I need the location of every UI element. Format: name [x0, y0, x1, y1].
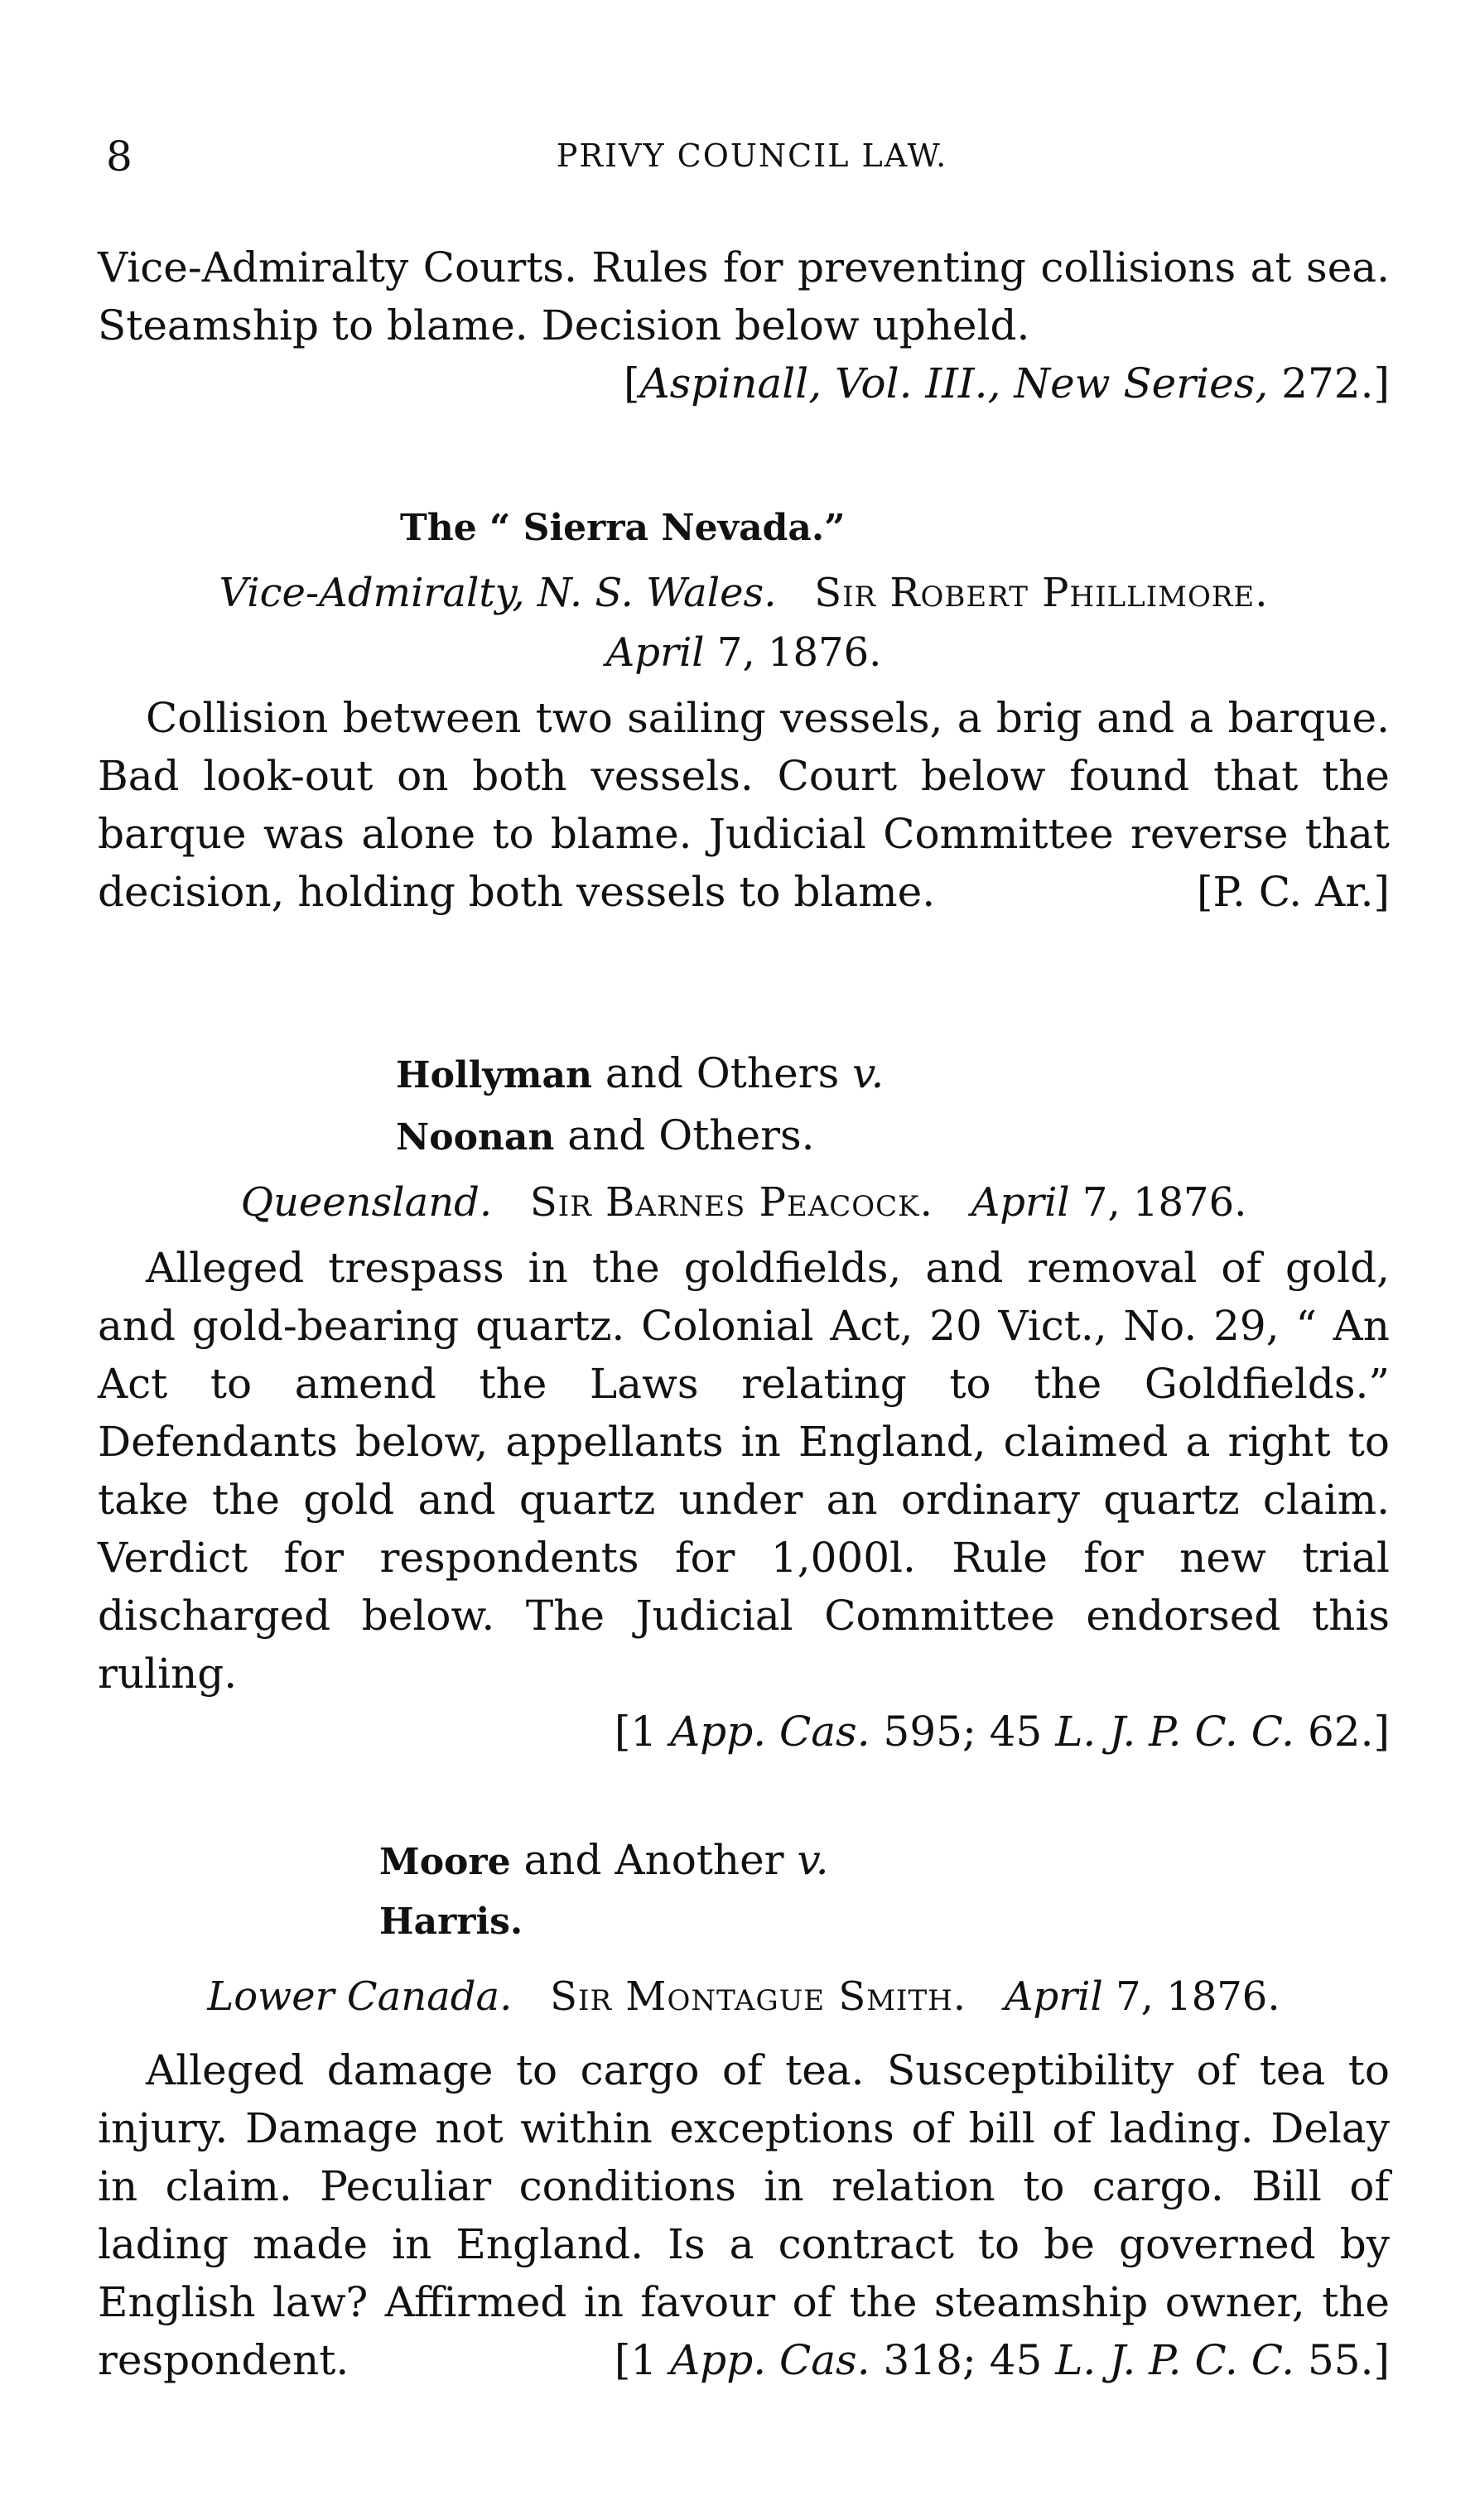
case-date-rest: 7, 1876. — [1069, 1179, 1247, 1226]
page-number: 8 — [106, 133, 133, 181]
case-date-rest: 7, 1876. — [1102, 1973, 1280, 2020]
case-summary: Collision between two sailing vessels, a brig and a barque. Bad look-out on both vessels. Court below found that the barque was alone to blame. Judicial Committee reverse that decision, holding both vessels to blame. [P. C. Ar.] — [98, 689, 1390, 921]
case-meta — [98, 563, 1390, 623]
case-title-line-1: Hollyman and Others v. — [396, 1049, 885, 1097]
case-date-month: April — [1004, 1973, 1103, 2020]
case-judge: Sir Barnes Peacock. — [529, 1179, 933, 1226]
case-title-line-2: Noonan and Others. — [396, 1111, 815, 1159]
case-court: Vice-Admiralty, N. S. Wales. — [219, 570, 777, 616]
case-summary: Alleged trespass in the goldfields, and removal of gold, and gold-bearing quartz. Colonial Act, 20 Vict., No. 29, “ An Act to amend the Laws relating to the Goldfields.” Defendants below, appellants in England, claimed a right to take the gold and quartz under an ordinary quartz claim. Verdict for respondents for 1,000l. Rule for new trial discharged below. The Judicial Committee endorsed this ruling. — [98, 1244, 1390, 1698]
case-meta — [98, 1967, 1390, 2026]
continued-case — [98, 239, 1390, 412]
case-judge: Sir Montague Smith. — [550, 1973, 967, 2020]
case-court: Lower Canada. — [207, 1973, 513, 2020]
case-sierra-nevada — [98, 499, 1390, 921]
case-date-month: April — [971, 1179, 1070, 1226]
continued-case-citation: [Aspinall, Vol. III., New Series, 272.] — [623, 359, 1390, 407]
case-date: April 7, 1876. — [605, 629, 882, 676]
case-meta — [98, 1173, 1390, 1232]
case-court: Queensland. — [240, 1179, 493, 1226]
running-title: PRIVY COUNCIL LAW. — [556, 137, 948, 174]
case-citation: [P. C. Ar.] — [1197, 868, 1390, 916]
case-title-line-2: Harris. — [379, 1901, 523, 1943]
case-judge: Sir Robert Phillimore. — [814, 570, 1269, 616]
case-moore-v-harris — [98, 1830, 1390, 2389]
page-header — [106, 133, 1398, 182]
case-summary: Alleged damage to cargo of tea. Susceptibility of tea to injury. Damage not within exceptions of bill of lading. Delay in claim. Peculiar conditions in relation to cargo. Bill of lading made in England. Is a contract to be governed by English law? Affirmed in favour of the steamship owner, the respondent. [1 App. Cas. 318; 45 L. J. P. C. C. 55.] — [98, 2041, 1390, 2389]
case-title: The “ Sierra Nevada.” — [400, 507, 846, 549]
case-hollyman-v-noonan — [98, 1043, 1390, 1761]
case-citation: [1 App. Cas. 595; 45 L. J. P. C. C. 62.] — [614, 1708, 1390, 1756]
case-title-line-1: Moore and Another v. — [379, 1836, 829, 1884]
case-citation: [1 App. Cas. 318; 45 L. J. P. C. C. 55.] — [614, 2336, 1390, 2384]
continued-case-text: Vice-Admiralty Courts. Rules for preventing collisions at sea. Steamship to blame. Decision below upheld. — [98, 243, 1390, 349]
